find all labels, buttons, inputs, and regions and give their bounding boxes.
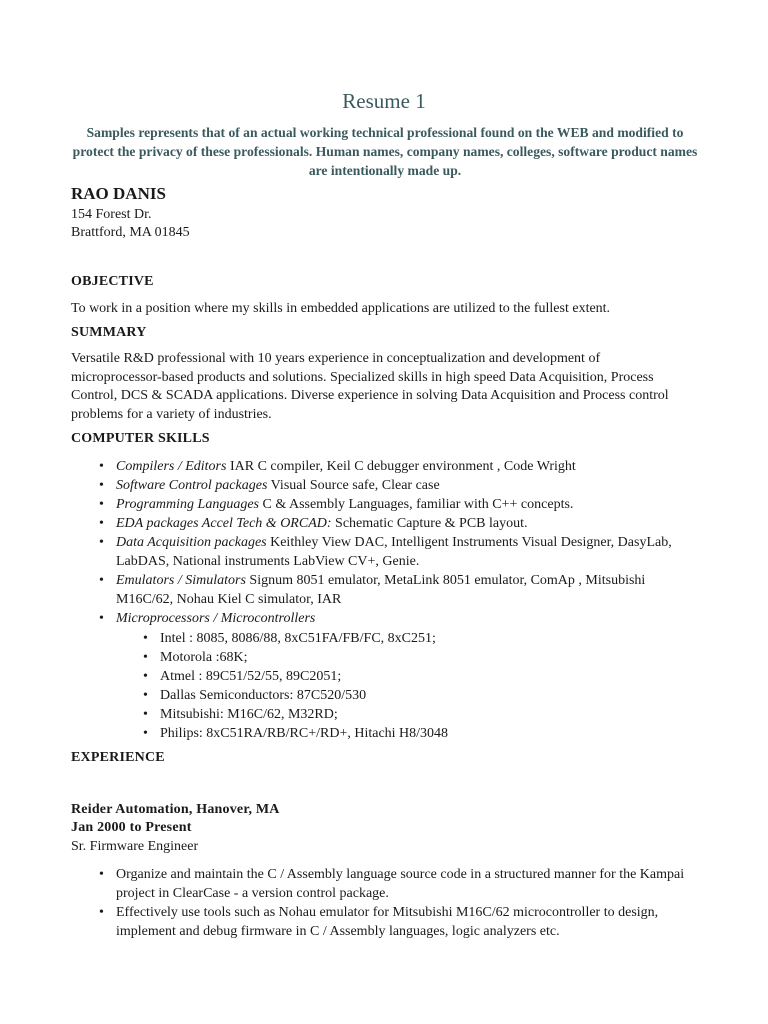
micro-item: • Atmel : 89C51/52/55, 89C2051; — [0, 667, 700, 686]
skill-label: Software Control packages — [116, 478, 268, 493]
skill-label: EDA packages Accel Tech & ORCAD: — [116, 516, 332, 531]
micro-item: • Dallas Semiconductors: 87C520/530 — [0, 686, 700, 705]
company-name: Reider Automation, Hanover, MA — [71, 802, 280, 817]
summary-text: Versatile R&D professional with 10 years experience in conceptualization and development of microprocessor-based products and solutions. Specialized skills in high speed Data Acquisition, Process Control, DCS & SCADA applications. Diverse experience in solving Data Acquisition and Process control problems for a variety of industries. — [71, 351, 669, 422]
microcontroller-list — [0, 629, 700, 743]
job-dates: Jan 2000 to Present — [71, 820, 192, 835]
objective-text: To work in a position where my skills in embedded applications are utilized to the fullest extent. — [71, 301, 611, 316]
micro-item: • Intel : 8085, 8086/88, 8xC51FA/FB/FC, 8xC251; — [0, 629, 700, 648]
skill-label: Microprocessors / Microcontrollers — [116, 611, 316, 626]
skill-item — [0, 571, 696, 609]
job-role: Sr. Firmware Engineer — [71, 839, 199, 854]
skill-item — [0, 457, 696, 476]
experience-bullet: • Effectively use tools such as Nohau emulator for Mitsubishi M16C/62 microcontroller to design, implement and debug firmware in C / Assembly languages, logic analyzers etc. — [0, 903, 696, 941]
micro-item: • Mitsubishi: M16C/62, M32RD; — [0, 705, 700, 724]
page-title: Resume 1 — [342, 89, 426, 113]
experience-heading: EXPERIENCE — [71, 750, 165, 765]
skill-text: C & Assembly Languages, familiar with C++ concepts. — [259, 497, 574, 512]
skill-text: Visual Source safe, Clear case — [267, 478, 440, 493]
skill-label: Compilers / Editors — [116, 459, 227, 474]
skills-list — [0, 457, 696, 628]
address-line-1: 154 Forest Dr. — [71, 207, 152, 222]
skill-item — [0, 514, 696, 533]
disclaimer-subtitle: Samples represents that of an actual working technical professional found on the WEB and modified to protect the privacy of these professionals. Human names, company names, colleges, software product names are intentionally made up. — [72, 125, 698, 178]
skill-label: Programming Languages — [116, 497, 259, 512]
summary-heading: SUMMARY — [71, 325, 147, 340]
skill-item — [0, 609, 696, 628]
skill-label: Emulators / Simulators — [116, 573, 246, 588]
skill-text: Keithley View DAC, Intelligent Instruments Visual Designer, DasyLab, LabDAS, National instruments LabView CV+, Genie. — [116, 535, 672, 569]
micro-item: • Motorola :68K; — [0, 648, 700, 667]
candidate-name: RAO DANIS — [71, 184, 166, 203]
experience-bullet: • Organize and maintain the C / Assembly language source code in a structured manner for the Kampai project in ClearCase - a version control package. — [0, 865, 696, 903]
skills-heading: COMPUTER SKILLS — [71, 431, 210, 446]
skill-text: IAR C compiler, Keil C debugger environment , Code Wright — [226, 459, 576, 474]
experience-bullets — [0, 865, 696, 941]
address-block — [71, 206, 190, 242]
skill-item — [0, 495, 696, 514]
objective-heading: OBJECTIVE — [71, 274, 154, 289]
skill-item — [0, 533, 696, 571]
skill-label: Data Acquisition packages — [116, 535, 267, 550]
skill-text: Schematic Capture & PCB layout. — [331, 516, 528, 531]
skill-item — [0, 476, 696, 495]
address-line-2: Brattford, MA 01845 — [71, 225, 190, 240]
skill-text: Signum 8051 emulator, MetaLink 8051 emulator, ComAp , Mitsubishi M16C/62, Nohau Kiel C simulator, IAR — [116, 573, 646, 607]
micro-item: • Philips: 8xC51RA/RB/RC+/RD+, Hitachi H8/3048 — [0, 724, 700, 743]
